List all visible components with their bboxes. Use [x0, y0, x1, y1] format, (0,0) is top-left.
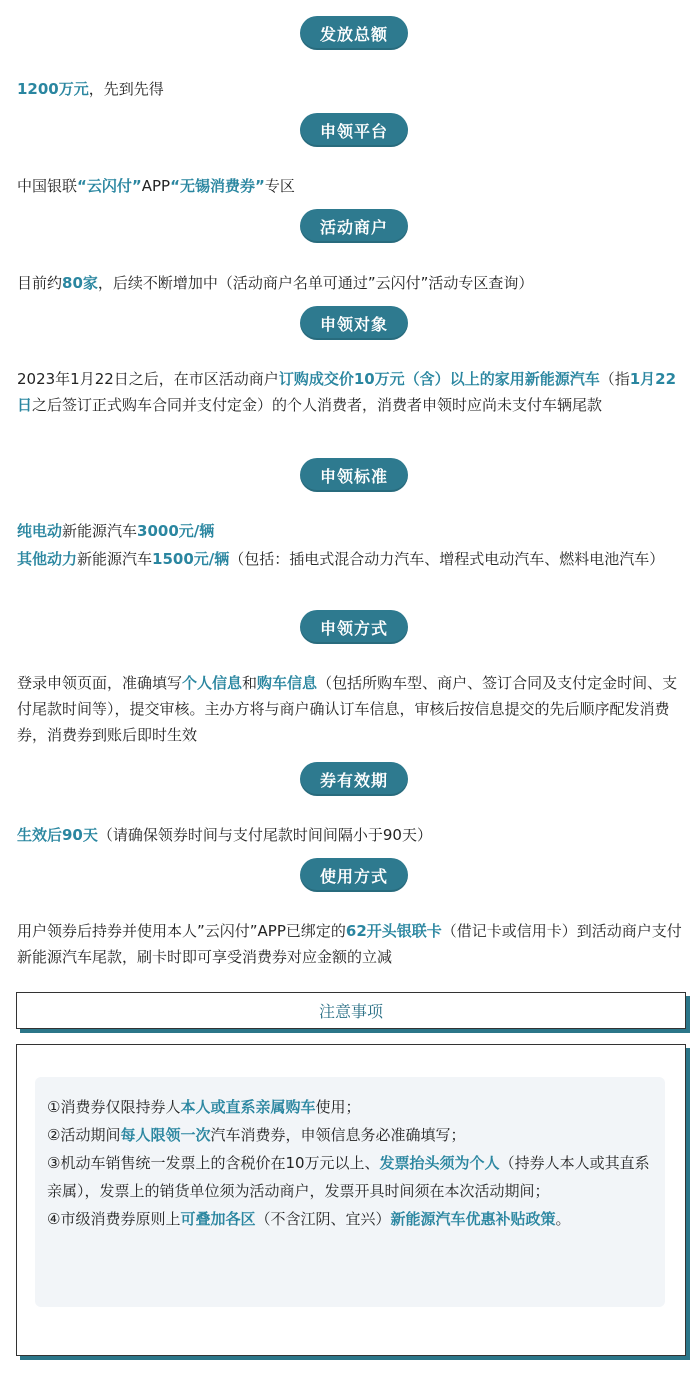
- method-part: 登录申领页面，准确填写: [17, 674, 183, 692]
- notice-item-1: [47, 1093, 651, 1121]
- section-title-method: 申领方式: [300, 610, 408, 644]
- section-title-target: 申领对象: [300, 306, 408, 340]
- standard-amount: 3000元/辆: [137, 522, 215, 540]
- method-text: [17, 670, 689, 748]
- standard-part: 新能源汽车: [77, 550, 153, 568]
- section-title-platform: 申领平台: [300, 113, 408, 147]
- merchants-count: 80家: [62, 274, 98, 292]
- standard-part: 新能源汽车: [62, 522, 138, 540]
- notice-part: （不含江阴、宜兴）: [255, 1210, 391, 1228]
- total-rest: ，先到先得: [88, 80, 164, 98]
- notice-item-3: [47, 1149, 651, 1205]
- validity-text: [17, 822, 689, 848]
- target-part: （指: [599, 370, 630, 388]
- notice-item-4: [47, 1205, 651, 1233]
- usage-card: 62开头银联卡: [345, 922, 442, 940]
- notice-part: ③机动车销售统一发票上的含税价在10万元以上、: [47, 1154, 380, 1172]
- usage-part: 用户领券后持券并使用本人”云闪付”APP已绑定的: [17, 922, 346, 940]
- standard-line-2: [17, 546, 689, 572]
- notice-highlight: 本人或直系亲属购车: [180, 1098, 316, 1116]
- platform-part: 中国银联: [17, 177, 78, 195]
- notice-part: 。: [555, 1210, 571, 1228]
- notice-part: ②活动期间: [47, 1126, 121, 1144]
- merchants-part: 目前约: [17, 274, 63, 292]
- platform-zone-name: “无锡消费券”: [170, 177, 265, 195]
- notice-highlight: 每人限领一次: [120, 1126, 211, 1144]
- section-title-standard: 申领标准: [300, 458, 408, 492]
- validity-highlight: 生效后90天: [17, 826, 98, 844]
- notice-part: （持券人本人或其直系亲属），发票上的销货单位须为活动商户，发票开具时间须在本次活动期间；: [47, 1154, 650, 1200]
- method-part: 和: [242, 674, 258, 692]
- section-title-merchants: 活动商户: [300, 209, 408, 243]
- usage-part: （借记卡或信用卡）到活动商户支付新能源汽车尾款，刷卡时即可享受消费券对应金额的立减: [17, 922, 682, 966]
- notice-part: ④市级消费券原则上: [47, 1210, 181, 1228]
- validity-part: （请确保领券时间与支付尾款时间间隔小于90天）: [97, 826, 432, 844]
- platform-part: APP: [141, 177, 171, 195]
- standard-amount: 1500元/辆: [152, 550, 230, 568]
- target-date: 1月22日: [17, 370, 677, 414]
- platform-part: 专区: [264, 177, 295, 195]
- method-part: （包括所购车型、商户、签订合同及支付定金时间、支付尾款时间等），提交审核。主办方将与商户确认订车信息，审核后按信息提交的先后顺序配发消费券，消费券到账后即时生效: [17, 674, 678, 744]
- merchants-text: [17, 270, 689, 296]
- target-part: 2023年1月22日之后，在市区活动商户: [17, 370, 279, 388]
- notice-box: [16, 1044, 686, 1356]
- notice-highlight: 可叠加各区: [180, 1210, 256, 1228]
- method-highlight: 个人信息: [182, 674, 243, 692]
- target-part: 之后签订正式购车合同并支付定金）的个人消费者，消费者申领时应尚未支付车辆尾款: [32, 396, 603, 414]
- standard-line-1: [17, 518, 689, 544]
- method-highlight: 购车信息: [257, 674, 318, 692]
- notice-highlight: 新能源汽车优惠补贴政策: [390, 1210, 556, 1228]
- section-title-validity: 券有效期: [300, 762, 408, 796]
- notice-part: 汽车消费券，申领信息务必准确填写；: [210, 1126, 466, 1144]
- total-amount: 1200万元: [17, 80, 89, 98]
- standard-type: 纯电动: [17, 522, 63, 540]
- platform-text: [17, 173, 689, 199]
- section-title-usage: 使用方式: [300, 858, 408, 892]
- target-text: [17, 366, 689, 418]
- notice-item-2: [47, 1121, 651, 1149]
- platform-app-name: “云闪付”: [77, 177, 142, 195]
- section-title-total: 发放总额: [300, 16, 408, 50]
- standard-type: 其他动力: [17, 550, 78, 568]
- notice-part: ①消费券仅限持券人: [47, 1098, 181, 1116]
- notice-part: 使用；: [315, 1098, 361, 1116]
- notice-title: 注意事项: [16, 992, 686, 1029]
- standard-part: （包括：插电式混合动力汽车、增程式电动汽车、燃料电池汽车）: [229, 550, 665, 568]
- notice-highlight: 发票抬头须为个人: [379, 1154, 500, 1172]
- merchants-part: ，后续不断增加中（活动商户名单可通过”云闪付”活动专区查询）: [97, 274, 534, 292]
- usage-text: [17, 918, 689, 970]
- target-highlight: 订购成交价10万元（含）以上的家用新能源汽车: [278, 370, 600, 388]
- total-text: [17, 76, 689, 102]
- notice-content: [35, 1077, 665, 1307]
